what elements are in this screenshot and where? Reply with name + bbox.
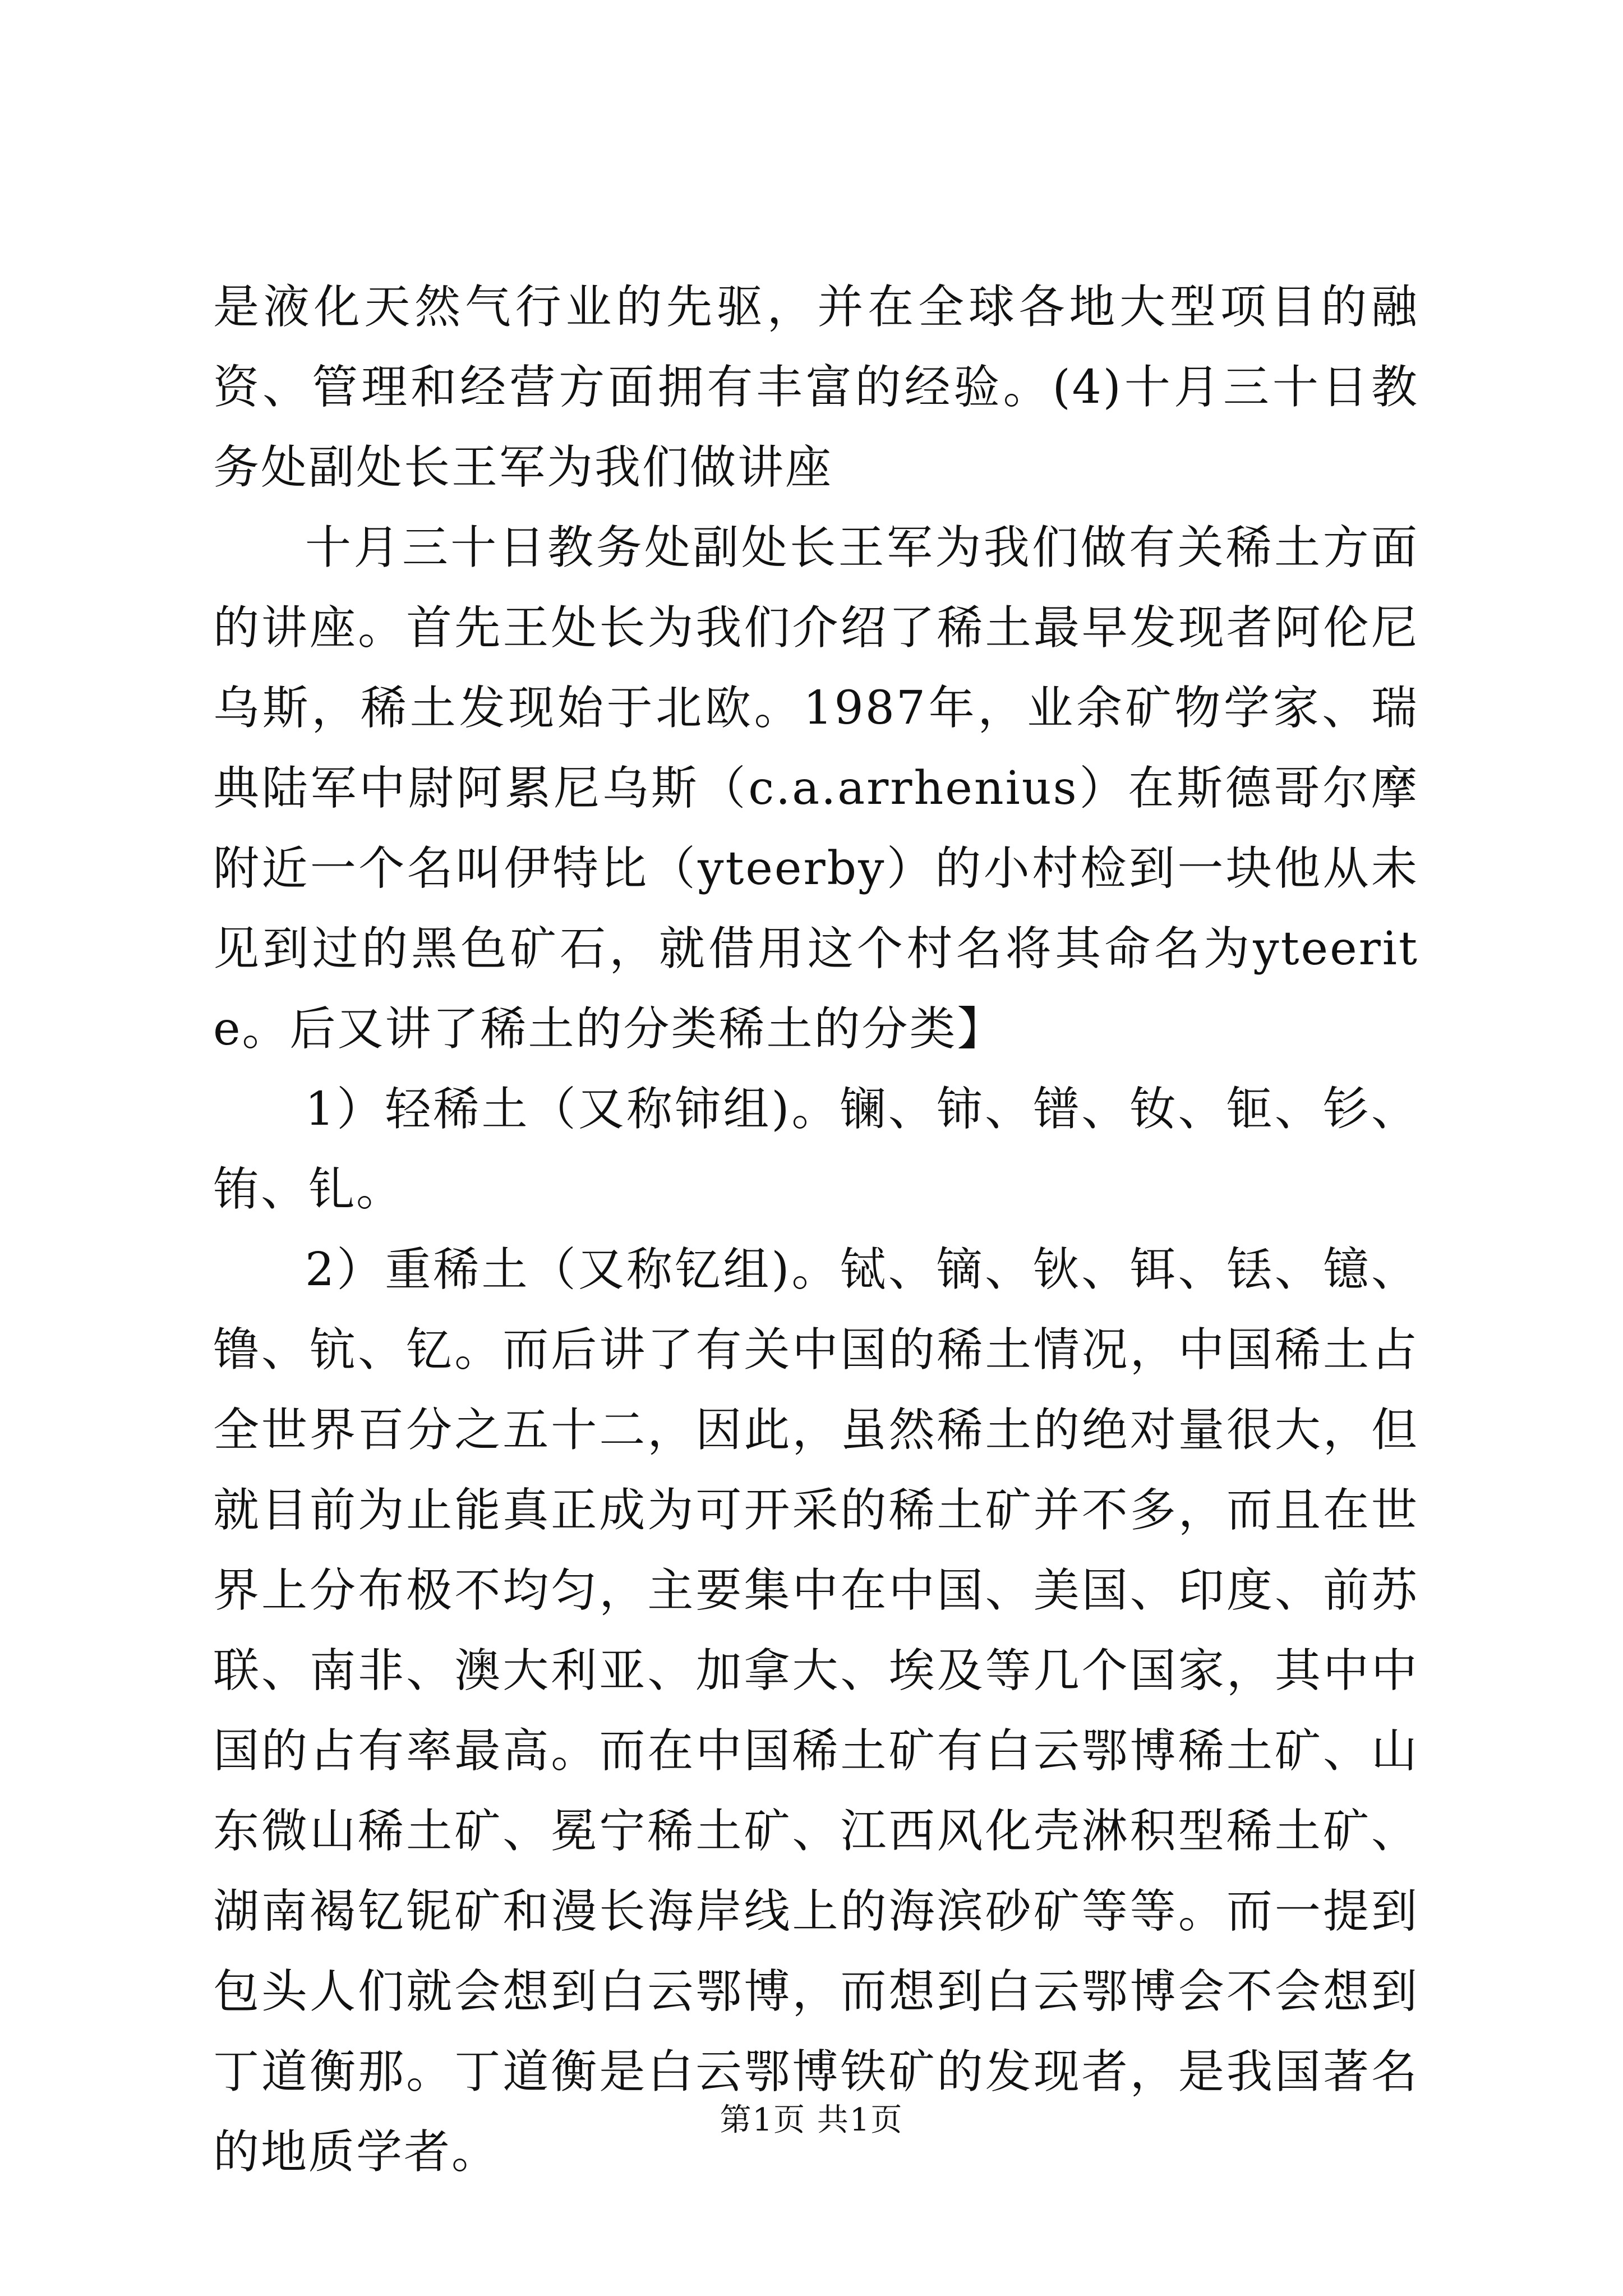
page-footer: 第1页 共1页 <box>720 2102 903 2138</box>
document-body <box>213 267 1419 2192</box>
paragraph-4: 2）重稀土（又称钇组)。铽、镝、钬、铒、铥、镱、镥、钪、钇。而后讲了有关中国的稀土情况，中国稀土占全世界百分之五十二，因此，虽然稀土的绝对量很大，但就目前为止能真正成为可开采的稀土矿并不多，而且在世界上分布极不均匀，主要集中在中国、美国、印度、前苏联、南非、澳大利亚、加拿大、埃及等几个国家，其中中国的占有率最高。而在中国稀土矿有白云鄂博稀土矿、山东微山稀土矿、冕宁稀土矿、江西风化壳淋积型稀土矿、湖南褐钇铌矿和漫长海岸线上的海滨砂矿等等。而一提到包头人们就会想到白云鄂博，而想到白云鄂博会不会想到丁道衡那。丁道衡是白云鄂博铁矿的发现者，是我国著名的地质学者。 <box>213 1243 1419 2179</box>
paragraph-3: 1）轻稀土（又称铈组)。镧、铈、镨、钕、钷、钐、铕、钆。 <box>213 1083 1419 1216</box>
paragraph-1: 是液化天然气行业的先驱，并在全球各地大型项目的融资、管理和经营方面拥有丰富的经验。(4)十月三十日教务处副处长王军为我们做讲座 <box>213 280 1419 494</box>
paragraph-2: 十月三十日教务处副处长王军为我们做有关稀土方面的讲座。首先王处长为我们介绍了稀土最早发现者阿伦尼乌斯，稀土发现始于北欧。1987年，业余矿物学家、瑞典陆军中尉阿累尼乌斯（c.a.arrhenius）在斯德哥尔摩附近一个名叫伊特比（yteerby）的小村检到一块他从未见到过的黑色矿石，就借用这个村名将其命名为yteerite。后又讲了稀土的分类稀土的分类】 <box>213 521 1419 1056</box>
